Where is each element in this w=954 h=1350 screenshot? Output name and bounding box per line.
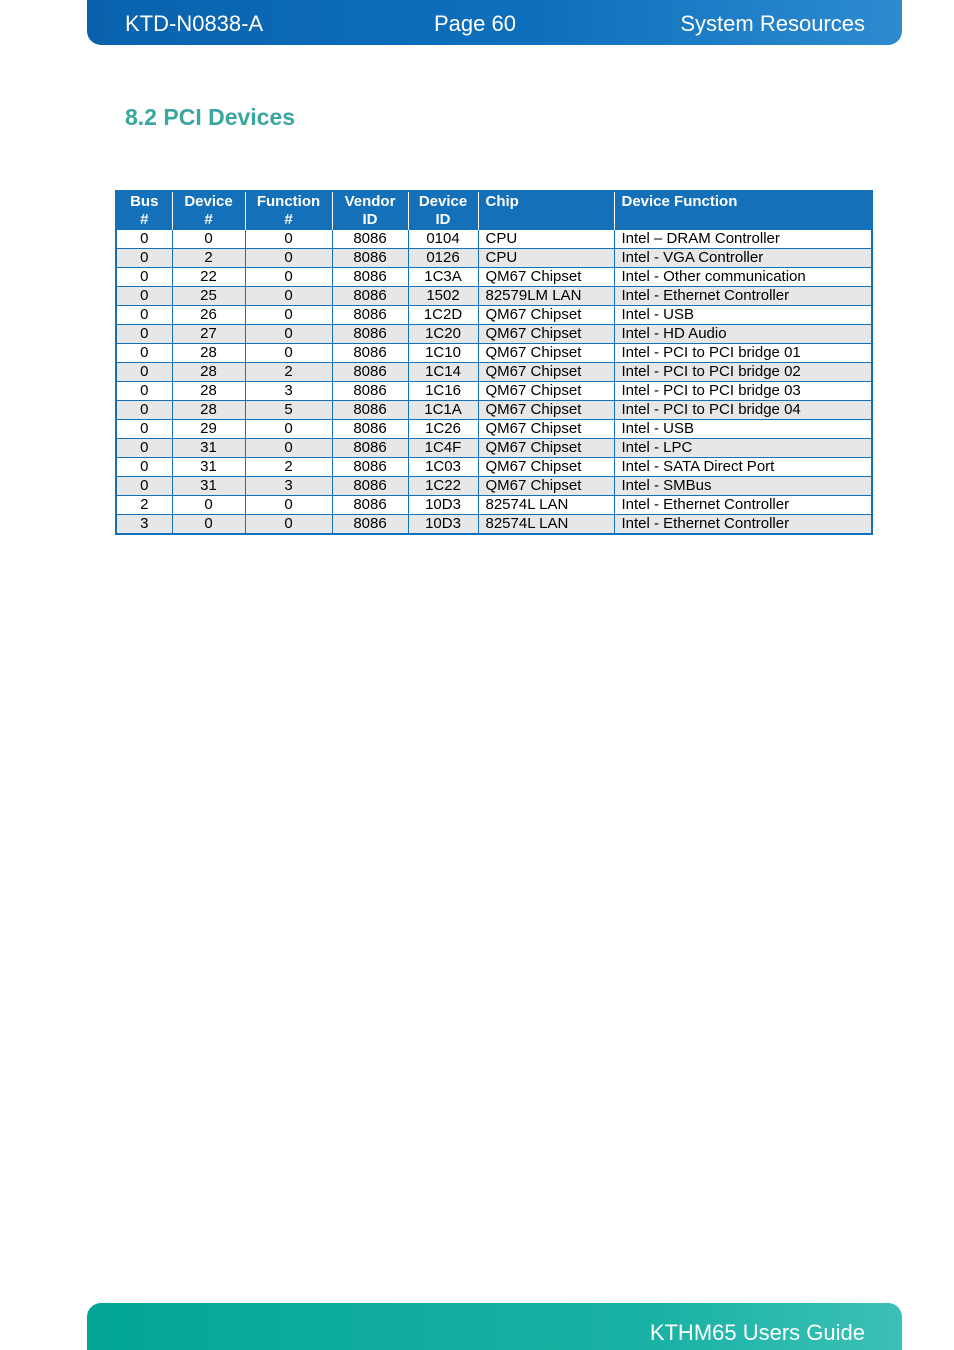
cell-chip: 82579LM LAN: [478, 287, 614, 306]
cell-bus: 0: [116, 363, 172, 382]
cell-device-id: 1C14: [408, 363, 478, 382]
cell-device-function: Intel - SMBus: [614, 477, 872, 496]
cell-chip: CPU: [478, 249, 614, 268]
cell-vendor-id: 8086: [332, 420, 408, 439]
cell-chip: QM67 Chipset: [478, 401, 614, 420]
table-body: [116, 230, 872, 535]
cell-device-function: Intel - Ethernet Controller: [614, 287, 872, 306]
cell-function: 0: [245, 325, 332, 344]
section-name: System Resources: [680, 11, 865, 36]
cell-device-id: 1C26: [408, 420, 478, 439]
table-header-row: [116, 191, 872, 230]
cell-device-id: 1C03: [408, 458, 478, 477]
cell-bus: 0: [116, 382, 172, 401]
table-row: [116, 458, 872, 477]
cell-vendor-id: 8086: [332, 439, 408, 458]
table-row: [116, 496, 872, 515]
column-header-device: Device #: [172, 191, 245, 230]
column-header-chip: Chip: [478, 191, 614, 230]
cell-device-function: Intel - VGA Controller: [614, 249, 872, 268]
cell-device-function: Intel - SATA Direct Port: [614, 458, 872, 477]
cell-device: 31: [172, 439, 245, 458]
cell-function: 0: [245, 249, 332, 268]
cell-bus: 0: [116, 420, 172, 439]
cell-device: 25: [172, 287, 245, 306]
cell-device: 27: [172, 325, 245, 344]
cell-function: 0: [245, 287, 332, 306]
table-row: [116, 287, 872, 306]
cell-device-id: 1C10: [408, 344, 478, 363]
cell-device: 31: [172, 477, 245, 496]
cell-device-function: Intel - USB: [614, 306, 872, 325]
cell-bus: 0: [116, 477, 172, 496]
cell-chip: QM67 Chipset: [478, 382, 614, 401]
cell-chip: 82574L LAN: [478, 515, 614, 535]
cell-device-id: 1C4F: [408, 439, 478, 458]
table-row: [116, 268, 872, 287]
cell-vendor-id: 8086: [332, 363, 408, 382]
section-title: 8.2 PCI Devices: [125, 104, 296, 130]
cell-function: 0: [245, 515, 332, 535]
cell-device: 22: [172, 268, 245, 287]
cell-device: 31: [172, 458, 245, 477]
table-row: [116, 401, 872, 420]
cell-function: 5: [245, 401, 332, 420]
column-header-bus: Bus #: [116, 191, 172, 230]
cell-function: 0: [245, 344, 332, 363]
cell-function: 2: [245, 363, 332, 382]
table-row: [116, 515, 872, 535]
column-header-function: Function #: [245, 191, 332, 230]
cell-device-function: Intel – DRAM Controller: [614, 230, 872, 249]
cell-device: 28: [172, 401, 245, 420]
cell-device: 0: [172, 496, 245, 515]
cell-bus: 0: [116, 439, 172, 458]
page-number: Page 60: [434, 11, 516, 36]
cell-device-id: 10D3: [408, 515, 478, 535]
page-footer: [87, 1303, 902, 1350]
cell-device-id: 0104: [408, 230, 478, 249]
cell-vendor-id: 8086: [332, 344, 408, 363]
table-row: [116, 344, 872, 363]
table-row: [116, 306, 872, 325]
cell-device-function: Intel - PCI to PCI bridge 02: [614, 363, 872, 382]
cell-device-id: 10D3: [408, 496, 478, 515]
column-header-device-id: Device ID: [408, 191, 478, 230]
cell-bus: 0: [116, 401, 172, 420]
cell-chip: 82574L LAN: [478, 496, 614, 515]
cell-chip: QM67 Chipset: [478, 268, 614, 287]
cell-device-function: Intel - PCI to PCI bridge 04: [614, 401, 872, 420]
cell-bus: 0: [116, 230, 172, 249]
cell-device-id: 1502: [408, 287, 478, 306]
table-row: [116, 363, 872, 382]
cell-function: 3: [245, 382, 332, 401]
cell-device-id: 1C16: [408, 382, 478, 401]
cell-chip: CPU: [478, 230, 614, 249]
cell-device: 28: [172, 363, 245, 382]
cell-device: 28: [172, 382, 245, 401]
page-header: [87, 0, 902, 45]
cell-vendor-id: 8086: [332, 477, 408, 496]
cell-device-function: Intel - Ethernet Controller: [614, 515, 872, 535]
cell-vendor-id: 8086: [332, 325, 408, 344]
table-row: [116, 382, 872, 401]
table-row: [116, 249, 872, 268]
cell-vendor-id: 8086: [332, 230, 408, 249]
cell-device-function: Intel - LPC: [614, 439, 872, 458]
cell-function: 3: [245, 477, 332, 496]
document-id: KTD-N0838-A: [125, 11, 264, 36]
cell-device-function: Intel - HD Audio: [614, 325, 872, 344]
cell-function: 0: [245, 439, 332, 458]
cell-device-id: 1C22: [408, 477, 478, 496]
cell-chip: QM67 Chipset: [478, 344, 614, 363]
cell-vendor-id: 8086: [332, 401, 408, 420]
cell-device: 28: [172, 344, 245, 363]
cell-vendor-id: 8086: [332, 268, 408, 287]
cell-bus: 0: [116, 306, 172, 325]
column-header-device-function: Device Function: [614, 191, 872, 230]
cell-bus: 0: [116, 249, 172, 268]
table-row: [116, 477, 872, 496]
cell-device: 29: [172, 420, 245, 439]
cell-chip: QM67 Chipset: [478, 477, 614, 496]
cell-device-function: Intel - USB: [614, 420, 872, 439]
cell-device-function: Intel - PCI to PCI bridge 03: [614, 382, 872, 401]
cell-bus: 0: [116, 344, 172, 363]
cell-bus: 2: [116, 496, 172, 515]
cell-function: 0: [245, 230, 332, 249]
table-row: [116, 325, 872, 344]
cell-device: 2: [172, 249, 245, 268]
cell-chip: QM67 Chipset: [478, 439, 614, 458]
cell-function: 0: [245, 268, 332, 287]
cell-vendor-id: 8086: [332, 287, 408, 306]
cell-vendor-id: 8086: [332, 249, 408, 268]
cell-vendor-id: 8086: [332, 306, 408, 325]
cell-device-function: Intel - Ethernet Controller: [614, 496, 872, 515]
cell-device: 0: [172, 230, 245, 249]
cell-device-id: 1C3A: [408, 268, 478, 287]
pci-devices-table: [115, 190, 873, 535]
cell-vendor-id: 8086: [332, 496, 408, 515]
column-header-vendor-id: Vendor ID: [332, 191, 408, 230]
cell-chip: QM67 Chipset: [478, 458, 614, 477]
cell-function: 0: [245, 420, 332, 439]
cell-function: 2: [245, 458, 332, 477]
cell-function: 0: [245, 496, 332, 515]
cell-device-id: 1C2D: [408, 306, 478, 325]
cell-chip: QM67 Chipset: [478, 325, 614, 344]
cell-device-function: Intel - Other communication: [614, 268, 872, 287]
cell-vendor-id: 8086: [332, 458, 408, 477]
cell-bus: 0: [116, 325, 172, 344]
table-row: [116, 439, 872, 458]
cell-bus: 0: [116, 287, 172, 306]
cell-device: 26: [172, 306, 245, 325]
cell-vendor-id: 8086: [332, 382, 408, 401]
cell-chip: QM67 Chipset: [478, 363, 614, 382]
cell-chip: QM67 Chipset: [478, 306, 614, 325]
cell-device-id: 1C20: [408, 325, 478, 344]
cell-device-id: 0126: [408, 249, 478, 268]
cell-chip: QM67 Chipset: [478, 420, 614, 439]
cell-bus: 0: [116, 268, 172, 287]
cell-bus: 3: [116, 515, 172, 535]
cell-device: 0: [172, 515, 245, 535]
cell-function: 0: [245, 306, 332, 325]
cell-bus: 0: [116, 458, 172, 477]
guide-title: KTHM65 Users Guide: [649, 1320, 865, 1345]
cell-device-id: 1C1A: [408, 401, 478, 420]
table-row: [116, 420, 872, 439]
cell-vendor-id: 8086: [332, 515, 408, 535]
cell-device-function: Intel - PCI to PCI bridge 01: [614, 344, 872, 363]
table-row: [116, 230, 872, 249]
